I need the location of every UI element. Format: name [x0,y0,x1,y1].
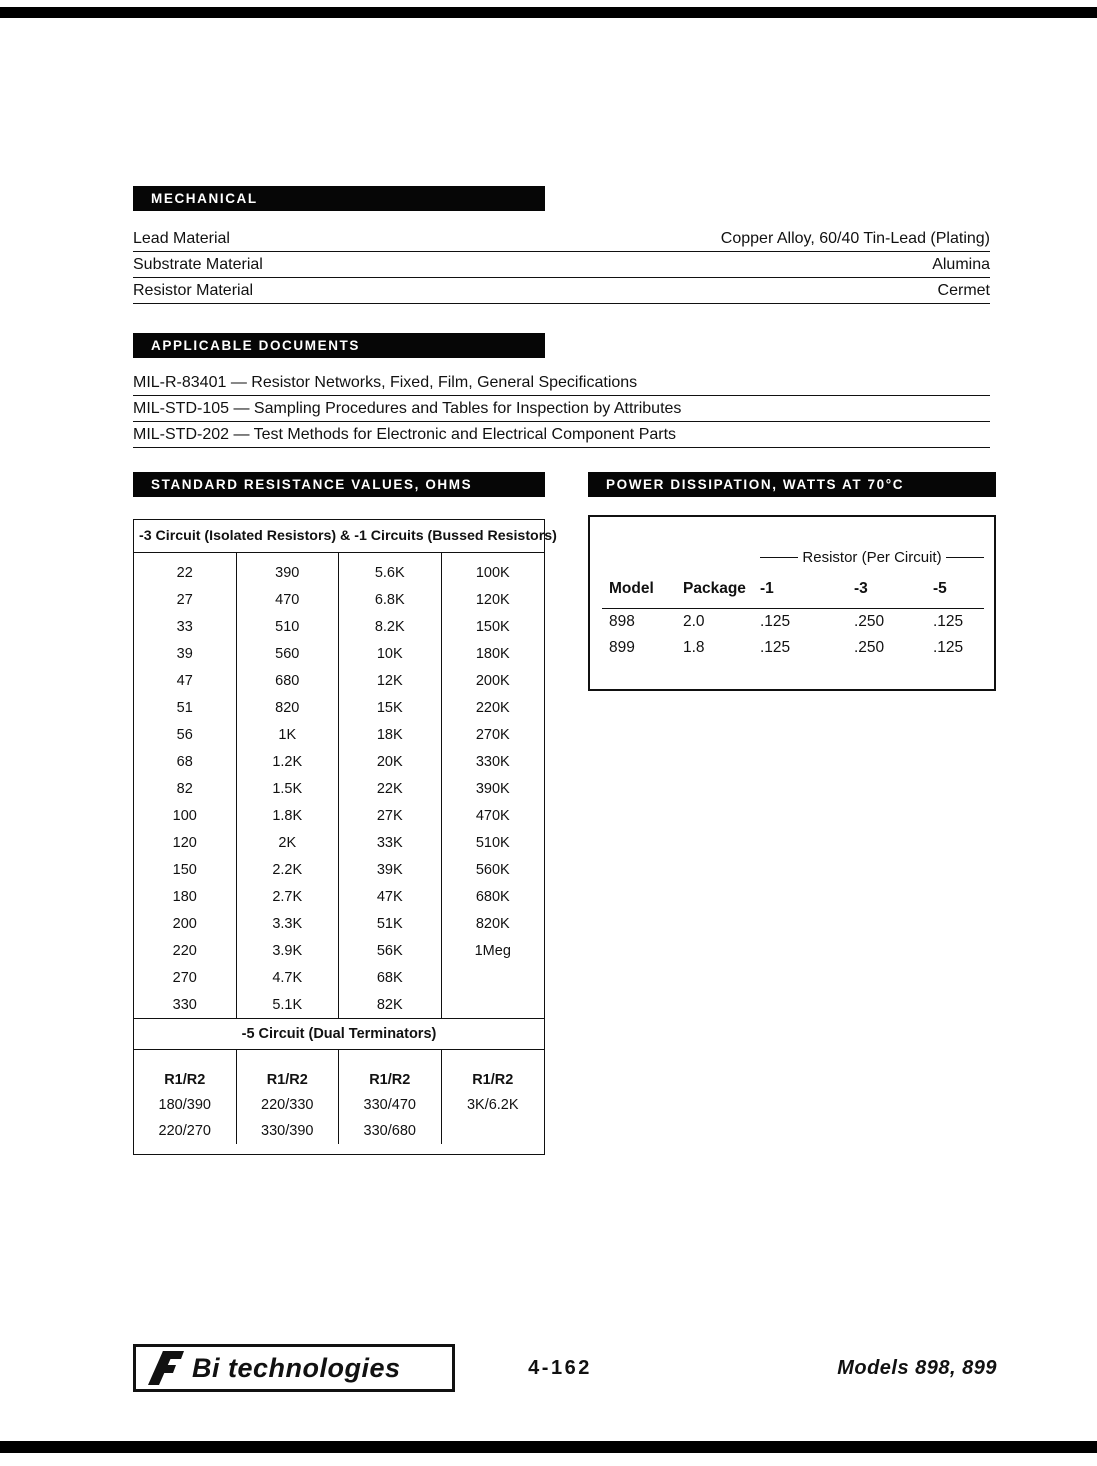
resistance-value: 100K [475,564,510,581]
resistance-value: 270 [134,958,237,991]
resistance-value: 22 [134,553,237,586]
spec-label: Substrate Material [133,255,263,273]
resistance-value: 510 [237,607,340,640]
power-table-headers [602,576,984,609]
resistance-value: 3.3K [237,904,340,937]
resistance-value: 150K [475,618,510,635]
power-value: .250 [854,639,885,656]
resistance-value: 47K [339,877,442,910]
top-rule [0,7,1097,18]
power-value: 1.8 [683,639,705,656]
resistance-values-section-header: STANDARD RESISTANCE VALUES, OHMS [133,472,545,497]
power-table-rows [590,609,994,661]
document-item: MIL-STD-202 — Test Methods for Electronic and Electrical Component Parts [133,422,990,448]
footer-models-label: Models 898, 899 [837,1357,997,1379]
power-value: 898 [609,613,635,630]
resistance-value: 68 [134,742,237,775]
resistance-value: 82 [134,769,237,802]
power-value: .125 [933,639,964,656]
logo-wordmark: Bi technologies [192,1352,401,1383]
spec-row [133,278,990,304]
r1r2-value: 220/330 [237,1092,340,1118]
resistance-value: 18K [339,715,442,748]
resistance-table-header: -3 Circuit (Isolated Resistors) & -1 Circuits (Bussed Resistors) [134,520,544,553]
spec-row [133,226,990,252]
spec-value: Copper Alloy, 60/40 Tin-Lead (Plating) [720,229,990,247]
bottom-rule [0,1441,1097,1453]
bi-logo-glyph-icon [144,1348,186,1388]
resistance-value: 390K [475,780,510,797]
resistance-value: 1.5K [237,769,340,802]
r1r2-value: 3K/6.2K [466,1097,519,1113]
resistance-value: 560K [475,861,510,878]
span-rule-right [946,557,984,559]
resistance-value: 1Meg [474,942,511,959]
spec-value: Cermet [937,281,990,299]
r1r2-value: 180/390 [134,1092,237,1118]
r1r2-column-header: R1/R2 [472,1072,514,1088]
resistance-value: 680K [475,888,510,905]
resistance-value: 330K [475,753,510,770]
r1r2-column-header: R1/R2 [339,1050,442,1092]
resistance-value: 33 [134,607,237,640]
document-item: MIL-STD-105 — Sampling Procedures and Tables for Inspection by Attributes [133,396,990,422]
resistance-value: 2K [237,823,340,856]
power-value: .125 [933,613,964,630]
resistance-value: 27 [134,580,237,613]
power-column-header: -5 [933,580,947,597]
resistance-value [442,964,545,991]
span-rule-left [760,557,798,559]
bi-technologies-logo [133,1344,455,1392]
resistance-value: 510K [475,834,510,851]
resistance-value: 1.2K [237,742,340,775]
resistance-value: 270K [475,726,510,743]
spec-value: Alumina [932,255,990,273]
resistance-value: 12K [339,661,442,694]
resistance-value: 39K [339,850,442,883]
r1r2-column-header: R1/R2 [134,1050,237,1092]
power-value: .125 [760,613,791,630]
resistance-value: 180K [475,645,510,662]
resistance-value: 68K [339,958,442,991]
resistance-value: 180 [134,877,237,910]
r1r2-value: 330/390 [237,1118,340,1144]
spec-row [133,252,990,278]
power-dissipation-section-header: POWER DISSIPATION, WATTS AT 70°C [588,472,996,497]
resistance-value: 5.6K [339,553,442,586]
r1r2-value: 220/270 [134,1118,237,1144]
power-value: 899 [609,639,635,656]
power-column-header: Package [683,580,746,597]
applicable-documents-list [133,370,990,448]
document-item: MIL-R-83401 — Resistor Networks, Fixed, Film, General Specifications [133,370,990,396]
resistance-value: 51K [339,904,442,937]
spec-label: Resistor Material [133,281,254,299]
resistance-value: 330 [134,985,237,1018]
resistance-value: 220K [475,699,510,716]
resistance-value: 820 [237,688,340,721]
power-dissipation-table [588,515,996,691]
resistor-per-circuit-label: Resistor (Per Circuit) [802,549,942,566]
page-number: 4-162 [528,1357,592,1379]
resistance-value: 120K [475,591,510,608]
resistance-value: 1.8K [237,796,340,829]
power-table-row [590,609,994,635]
power-column-header: Model [609,580,654,597]
resistance-value: 120 [134,823,237,856]
resistor-per-circuit-span [760,549,984,566]
resistance-value: 39 [134,634,237,667]
power-column-header: -1 [760,580,774,597]
mechanical-spec-table [133,226,990,304]
resistance-value: 22K [339,769,442,802]
dual-terminators-header: -5 Circuit (Dual Terminators) [134,1018,544,1050]
resistance-value: 4.7K [237,958,340,991]
resistance-grid [134,553,544,1018]
resistance-value: 2.2K [237,850,340,883]
resistance-value: 200 [134,904,237,937]
power-value: .125 [760,639,791,656]
resistance-value: 82K [339,985,442,1018]
power-value: 2.0 [683,613,705,630]
spec-label: Lead Material [133,229,230,247]
resistance-value: 470K [475,807,510,824]
resistance-value: 10K [339,634,442,667]
r1r2-column-header: R1/R2 [237,1050,340,1092]
resistance-value: 5.1K [237,985,340,1018]
resistance-value: 27K [339,796,442,829]
power-table-row [590,635,994,661]
power-column-header: -3 [854,580,868,597]
resistance-value: 390 [237,553,340,586]
resistance-value: 15K [339,688,442,721]
resistance-value: 33K [339,823,442,856]
resistance-value: 200K [475,672,510,689]
resistance-value [442,991,545,1018]
resistance-value: 560 [237,634,340,667]
r1r2-value [442,1118,545,1144]
resistance-value: 1K [237,715,340,748]
resistance-value: 6.8K [339,580,442,613]
resistance-value: 56K [339,931,442,964]
applicable-documents-section-header: APPLICABLE DOCUMENTS [133,333,545,358]
resistance-value: 8.2K [339,607,442,640]
resistance-value: 51 [134,688,237,721]
resistance-value: 470 [237,580,340,613]
resistance-value: 20K [339,742,442,775]
resistance-value: 2.7K [237,877,340,910]
r1r2-value: 330/680 [339,1118,442,1144]
dual-terminators-grid [134,1050,544,1154]
resistance-value: 3.9K [237,931,340,964]
r1r2-value: 330/470 [339,1092,442,1118]
resistance-value: 56 [134,715,237,748]
resistance-value: 220 [134,931,237,964]
resistance-value: 680 [237,661,340,694]
resistance-values-table [133,519,557,1155]
resistance-value: 100 [134,796,237,829]
power-value: .250 [854,613,885,630]
resistance-value: 47 [134,661,237,694]
resistance-value: 820K [475,915,510,932]
mechanical-section-header: MECHANICAL [133,186,545,211]
resistance-value: 150 [134,850,237,883]
